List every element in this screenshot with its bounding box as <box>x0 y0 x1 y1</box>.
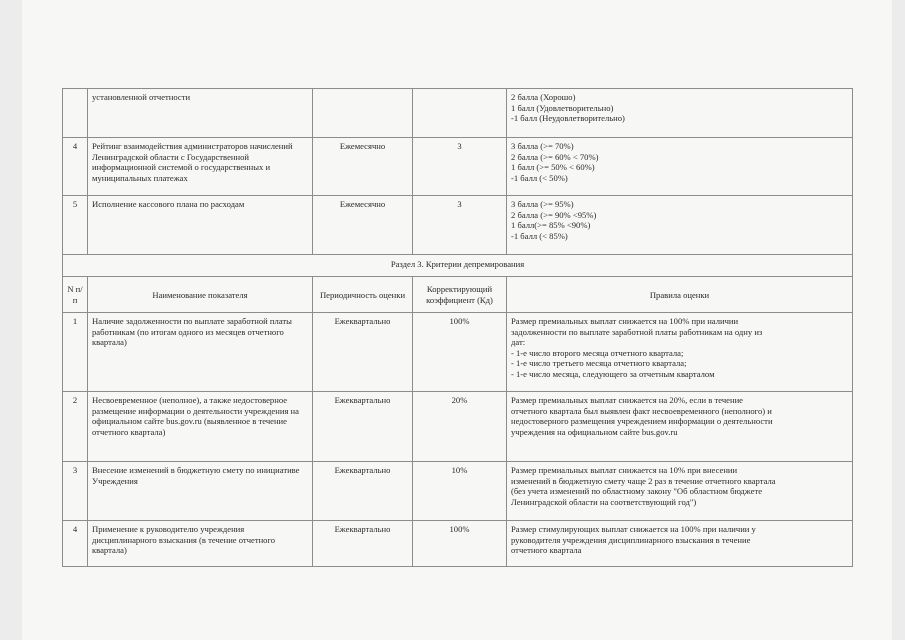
row-number: 2 <box>63 392 88 462</box>
periodicity: Ежемесячно <box>313 196 413 255</box>
rule-line: руководителя учреждения дисциплинарного взыскания в течение <box>511 534 751 545</box>
periodicity <box>313 89 413 138</box>
header-periodicity: Периодичность оценки <box>313 277 413 313</box>
header-coefficient: Корректирующий коэффициент (Кд) <box>413 277 507 313</box>
coefficient: 100% <box>413 313 507 392</box>
table-row <box>63 521 853 567</box>
coefficient <box>413 89 507 138</box>
evaluation-rules <box>507 521 853 567</box>
table-row <box>63 138 853 196</box>
evaluation-rules <box>507 392 853 462</box>
evaluation-rules <box>507 196 853 255</box>
table-row <box>63 462 853 521</box>
header-number: N п/п <box>63 277 88 313</box>
rule-line: отчетного квартала <box>511 545 582 556</box>
periodicity: Ежеквартально <box>313 521 413 567</box>
indicator-name: Исполнение кассового плана по расходам <box>88 196 313 255</box>
rule-line: 1 балл (>= 50% < 60%) <box>511 162 595 173</box>
coefficient: 10% <box>413 462 507 521</box>
header-name: Наименование показателя <box>88 277 313 313</box>
coefficient: 20% <box>413 392 507 462</box>
indicator-name: Внесение изменений в бюджетную смету по инициативе Учреждения <box>88 462 313 521</box>
indicator-name: Наличие задолженности по выплате заработной платы работникам (по итогам одного из месяцев отчетного квартала) <box>88 313 313 392</box>
rule-line: 1 балл(>= 85% <90%) <box>511 220 591 231</box>
periodicity: Ежеквартально <box>313 392 413 462</box>
indicator-name: установленной отчетности <box>88 89 313 138</box>
evaluation-rules <box>507 89 853 138</box>
rule-line: 2 балла (>= 60% < 70%) <box>511 151 599 162</box>
rule-line: -1 балл (< 85%) <box>511 230 568 241</box>
indicator-name: Применение к руководителю учреждения дисциплинарного взыскания (в течение отчетного квартала) <box>88 521 313 567</box>
header-rules: Правила оценки <box>507 277 853 313</box>
criteria-table <box>62 88 853 567</box>
periodicity: Ежеквартально <box>313 462 413 521</box>
rule-line: недостоверного размещения учреждением информации о деятельности <box>511 416 773 427</box>
rule-line: Размер премиальных выплат снижается на 100% при наличии <box>511 316 739 326</box>
table-row <box>63 392 853 462</box>
row-number: 5 <box>63 196 88 255</box>
coefficient: 100% <box>413 521 507 567</box>
rule-line: - 1-е число третьего месяца отчетного квартала; <box>511 358 687 369</box>
indicator-name: Рейтинг взаимодействия администраторов начислений Ленинградской области с Государственной информационной системой о государственных и муниципальных платежах <box>88 138 313 196</box>
rule-line: - 1-е число второго месяца отчетного квартала; <box>511 347 684 358</box>
rule-line: 2 балла (Хорошо) <box>511 92 576 102</box>
row-number: 4 <box>63 138 88 196</box>
table-header-row <box>63 277 853 313</box>
row-number <box>63 89 88 138</box>
rule-line: 2 балла (>= 90% <95%) <box>511 209 597 220</box>
row-number: 3 <box>63 462 88 521</box>
coefficient: 3 <box>413 196 507 255</box>
rule-line: -1 балл (< 50%) <box>511 172 568 183</box>
rule-line: (без учета изменений по областному закону "Об областном бюджете <box>511 486 763 497</box>
periodicity: Ежемесячно <box>313 138 413 196</box>
rule-line: дат: <box>511 337 526 348</box>
rule-line: - 1-е число месяца, следующего за отчетным кварталом <box>511 368 715 379</box>
coefficient: 3 <box>413 138 507 196</box>
table-row <box>63 196 853 255</box>
table-row <box>63 89 853 138</box>
rule-line: учреждения на официальном сайте bus.gov.ru <box>511 426 678 437</box>
rule-line: Размер стимулирующих выплат снижается на 100% при наличии у <box>511 524 756 534</box>
rule-line: 1 балл (Удовлетворительно) <box>511 102 614 113</box>
evaluation-rules <box>507 462 853 521</box>
rule-line: изменений в бюджетную смету чаще 2 раз в течение отчетного квартала <box>511 475 776 486</box>
rule-line: задолженности по выплате заработной платы работникам на одну из <box>511 326 763 337</box>
rule-line: -1 балл (Неудовлетворительно) <box>511 113 625 124</box>
table-row <box>63 313 853 392</box>
rule-line: Размер премиальных выплат снижается на 20%, если в течение <box>511 395 743 405</box>
row-number: 1 <box>63 313 88 392</box>
rule-line: Размер премиальных выплат снижается на 10% при внесении <box>511 465 738 475</box>
periodicity: Ежеквартально <box>313 313 413 392</box>
evaluation-rules <box>507 313 853 392</box>
row-number: 4 <box>63 521 88 567</box>
evaluation-rules <box>507 138 853 196</box>
rule-line: 3 балла (>= 95%) <box>511 199 574 209</box>
indicator-name: Несвоевременное (неполное), а также недостоверное размещение информации о деятельности учреждения на официальном сайте bus.gov.ru (выявленное в течение отчетного квартала) <box>88 392 313 462</box>
section-row <box>63 255 853 277</box>
rule-line: 3 балла (>= 70%) <box>511 141 574 151</box>
rule-line: отчетного квартала был выявлен факт несвоевременного (неполного) и <box>511 405 772 416</box>
section-title: Раздел 3. Критерии депремирования <box>63 255 853 277</box>
rule-line: Ленинградской области на соответствующий год") <box>511 496 697 507</box>
